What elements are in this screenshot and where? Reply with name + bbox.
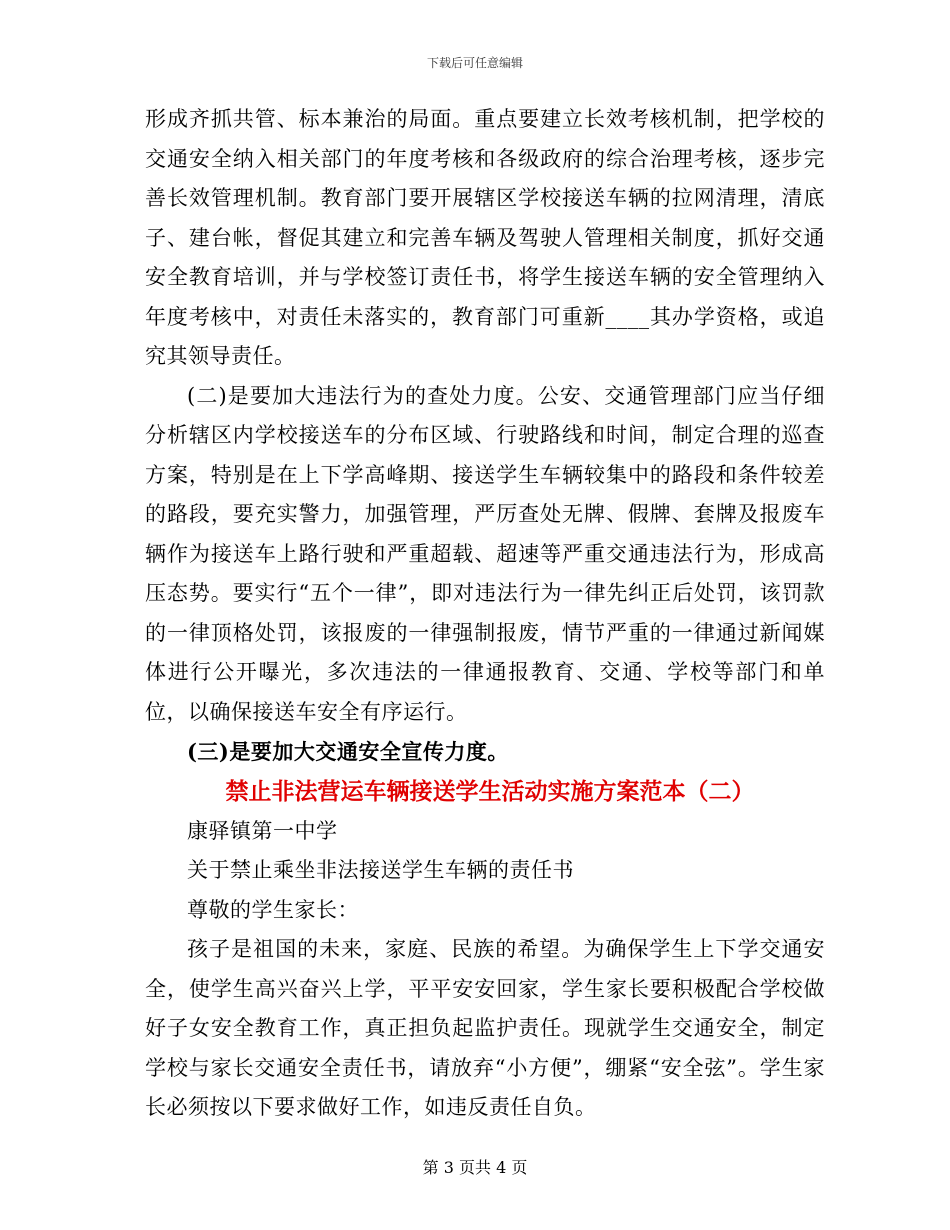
header-note: 下载后可任意编辑 xyxy=(426,56,523,70)
document-title: 关于禁止乘坐非法接送学生车辆的责任书 xyxy=(187,858,574,882)
document-body xyxy=(145,100,825,1128)
school-name: 康驿镇第一中学 xyxy=(187,818,338,843)
section-title: 禁止非法营运车辆接送学生活动实施方案范本（二） xyxy=(225,777,755,805)
salutation: 尊敬的学生家长： xyxy=(187,897,359,922)
paragraph-1: 形成齐抓共管、标本兼治的局面。重点要建立长效考核机制，把学校的交通安全纳入相关部门的年度考核和各级政府的综合治理考核，逐步完善长效管理机制。教育部门要开展辖区学校接送车辆的拉网清理，清底子、建台帐，督促其建立和完善车辆及驾驶人管理相关制度，抓好交通安全教育培训，并与学校签订责任书，将学生接送车辆的安全管理纳入年度考核中，对责任未落实的，教育部门可重新____其办学资格，或追究其领导责任。 xyxy=(145,107,825,368)
paragraph-3-heading: (三)是要加大交通安全宣传力度。 xyxy=(187,739,509,764)
paragraph-4: 孩子是祖国的未来，家庭、民族的希望。为确保学生上下学交通安全，使学生高兴奋兴上学，平平安安回家，学生家长要积极配合学校做好子女安全教育工作，真正担负起监护责任。现就学生交通安全，制定学校与家长交通安全责任书，请放弃“小方便”，绷紧“安全弦”。学生家长必须按以下要求做好工作，如违反责任自负。 xyxy=(145,937,825,1119)
paragraph-2: (二)是要加大违法行为的查处力度。公安、交通管理部门应当仔细分析辖区内学校接送车的分布区域、行驶路线和时间，制定合理的巡查方案，特别是在上下学高峰期、接送学生车辆较集中的路段和条件较差的路段，要充实警力，加强管理，严厉查处无牌、假牌、套牌及报废车辆作为接送车上路行驶和严重超载、超速等严重交通违法行为，形成高压态势。要实行“五个一律”，即对违法行为一律先纠正后处罚，该罚款的一律顶格处罚，该报废的一律强制报废，情节严重的一律通过新闻媒体进行公开曝光，多次违法的一律通报教育、交通、学校等部门和单位，以确保接送车安全有序运行。 xyxy=(145,383,825,724)
page-number: 第 3 页共 4 页 xyxy=(422,1158,528,1177)
